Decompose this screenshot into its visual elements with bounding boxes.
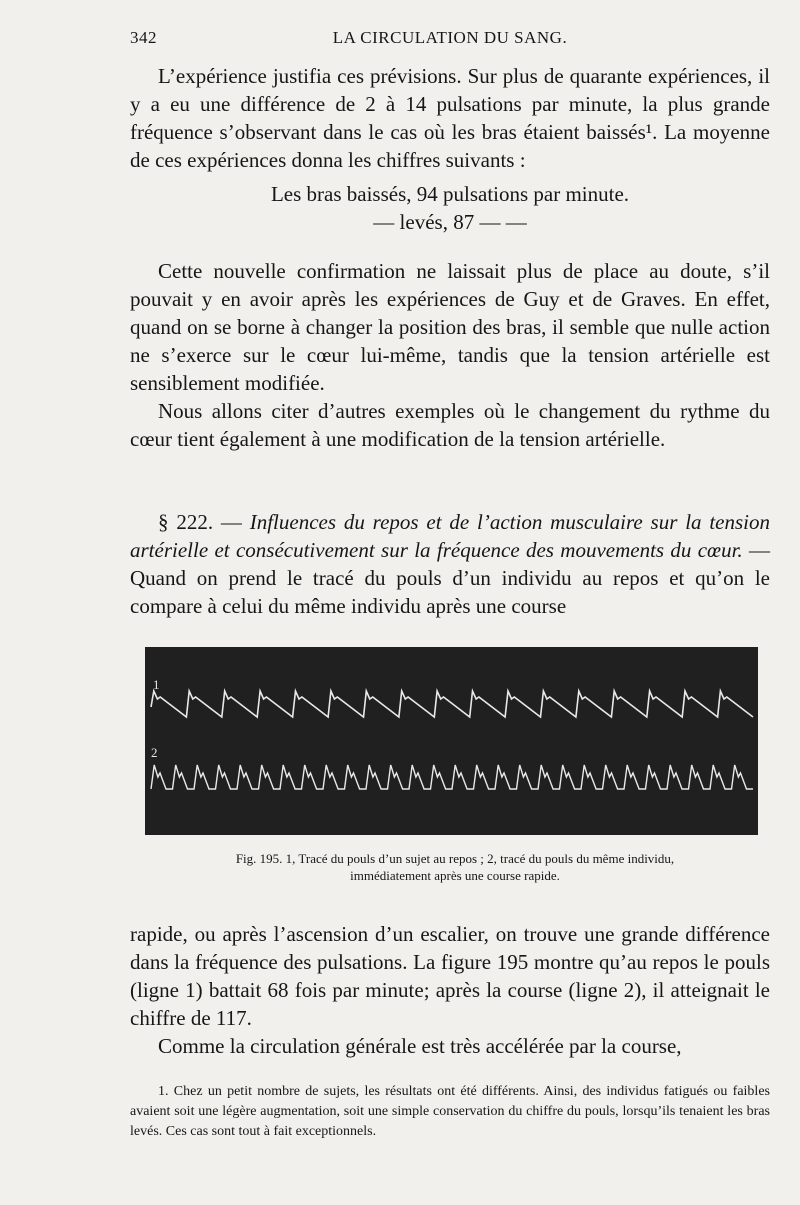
section-222-paragraph <box>130 508 770 620</box>
caption-line-2: immédiatement après une course rapide. <box>350 868 560 883</box>
footnote: 1. Chez un petit nombre de sujets, les résultats ont été différents. Ainsi, des individus fatigués ou faibles avaient soit une légère augmentation, soit une simple conservation du chiffre du pouls, lorsqu’ils tenaient les bras levés. Ces cas sont tout à fait exceptionnels. <box>130 1084 770 1139</box>
paragraph-results: rapide, ou après l’ascension d’un escalier, on trouve une grande différence dans la fréquence des pulsations. La figure 195 montre qu’au repos le pouls (ligne 1) battait 68 fois par minute; après la course (ligne 2), il atteignait le chiffre de 117. <box>130 922 770 1030</box>
trace-2-label: 2 <box>151 745 158 760</box>
page-number: 342 <box>130 28 157 47</box>
trace-1-rest-pulse <box>151 691 753 717</box>
text-block-averages <box>130 62 770 236</box>
pulse-trace-plot <box>145 647 758 835</box>
text-block-confirmation <box>130 257 770 453</box>
caption-line-1: Fig. 195. 1, Tracé du pouls d’un sujet au repos ; 2, tracé du pouls du même individu, <box>235 851 675 866</box>
paragraph-experience: L’expérience justifia ces prévisions. Sur plus de quarante expériences, il y a eu une différence de 2 à 14 pulsations par minute, la plus grande fréquence s’observant dans le cas où les bras étaient baissés¹. La moyenne de ces expériences donna les chiffres suivants : <box>130 64 770 172</box>
running-title: LA CIRCULATION DU SANG. <box>332 28 568 47</box>
section-222 <box>130 508 770 620</box>
line-arms-lowered: Les bras baissés, 94 pulsations par minute. <box>270 182 630 206</box>
trace-2-after-running-pulse <box>151 765 753 789</box>
text-block-results <box>130 920 770 1060</box>
pulse-trace-figure <box>145 647 758 835</box>
paragraph-other-examples: Nous allons citer d’autres exemples où le changement du rythme du cœur tient également à une modification de la tension artérielle. <box>130 399 770 451</box>
figure-caption <box>160 850 750 884</box>
section-intro-text: — Quand on prend le tracé du pouls d’un individu au repos et qu’on le compare à celui du même individu après une course <box>130 538 770 618</box>
line-arms-raised: — levés, 87 — — <box>373 210 527 234</box>
paragraph-circulation: Comme la circulation générale est très accélérée par la course, <box>158 1034 682 1058</box>
section-title: Influences du repos et de l’action musculaire sur la tension artérielle et consécutivement sur la fréquence des mouvements du cœur. <box>130 510 771 562</box>
running-head <box>130 28 770 50</box>
section-number: § 222. — <box>158 510 250 534</box>
trace-1-label: 1 <box>153 677 160 692</box>
paragraph-confirmation: Cette nouvelle confirmation ne laissait plus de place au doute, s’il pouvait y en avoir après les expériences de Guy et de Graves. En effet, quand on se borne à changer la position des bras, il semble que nulle action ne s’exerce sur le cœur lui-même, tandis que la tension artérielle est sensiblement modifiée. <box>130 259 770 395</box>
